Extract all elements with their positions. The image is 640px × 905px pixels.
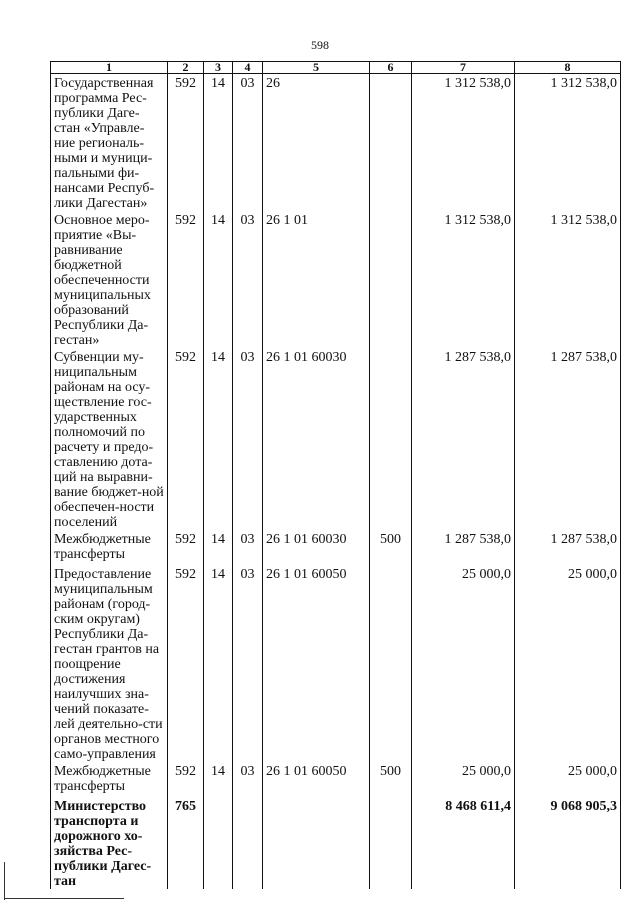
scan-edge-line bbox=[4, 862, 5, 900]
table-row bbox=[51, 762, 621, 797]
row-col2-cell: 592 bbox=[168, 762, 204, 797]
row-col3-cell: 14 bbox=[204, 565, 233, 762]
row-code-cell: 26 1 01 bbox=[263, 211, 370, 348]
row-name-cell: Межбюджетные трансферты bbox=[51, 530, 168, 565]
row-col6-cell bbox=[370, 565, 412, 762]
budget-table bbox=[50, 61, 621, 889]
row-name-cell: Межбюджетные трансферты bbox=[51, 762, 168, 797]
column-header-6: 6 bbox=[370, 62, 412, 74]
row-amount-2021-cell: 1 287 538,0 bbox=[412, 530, 515, 565]
row-col4-cell bbox=[233, 797, 263, 889]
row-col6-cell: 500 bbox=[370, 762, 412, 797]
row-name-cell: Основное меро-приятие «Вы-равнивание бюджетной обеспеченности муниципальных образований Республики Да-гестан» bbox=[51, 211, 168, 348]
row-name-cell: Государственная программа Рес-публики Даге-стан «Управле-ние региональ-ными и муници-пальными фи-нансами Респуб-лики Дагестан» bbox=[51, 74, 168, 212]
row-amount-2022-cell: 1 287 538,0 bbox=[515, 348, 621, 530]
table-header-row bbox=[51, 62, 621, 74]
column-header-7: 7 bbox=[412, 62, 515, 74]
row-col4-cell: 03 bbox=[233, 348, 263, 530]
row-code-cell bbox=[263, 797, 370, 889]
table-body bbox=[51, 74, 621, 890]
row-amount-2021-cell: 25 000,0 bbox=[412, 762, 515, 797]
row-amount-2021-cell: 1 312 538,0 bbox=[412, 211, 515, 348]
row-col3-cell bbox=[204, 797, 233, 889]
row-amount-2022-cell: 25 000,0 bbox=[515, 762, 621, 797]
row-code-cell: 26 1 01 60030 bbox=[263, 348, 370, 530]
column-header-3: 3 bbox=[204, 62, 233, 74]
row-name-cell: Министерство транспорта и дорожного хо-зяйства Рес-публики Дагес-тан bbox=[51, 797, 168, 889]
table-row bbox=[51, 797, 621, 889]
row-col4-cell: 03 bbox=[233, 565, 263, 762]
row-col2-cell: 592 bbox=[168, 565, 204, 762]
row-amount-2022-cell: 1 287 538,0 bbox=[515, 530, 621, 565]
row-col3-cell: 14 bbox=[204, 211, 233, 348]
table-row bbox=[51, 74, 621, 212]
row-col3-cell: 14 bbox=[204, 762, 233, 797]
row-col4-cell: 03 bbox=[233, 211, 263, 348]
row-col6-cell: 500 bbox=[370, 530, 412, 565]
row-col3-cell: 14 bbox=[204, 348, 233, 530]
row-amount-2021-cell: 25 000,0 bbox=[412, 565, 515, 762]
row-col6-cell bbox=[370, 348, 412, 530]
row-code-cell: 26 1 01 60050 bbox=[263, 565, 370, 762]
table-row bbox=[51, 348, 621, 530]
column-header-2: 2 bbox=[168, 62, 204, 74]
row-col4-cell: 03 bbox=[233, 530, 263, 565]
row-amount-2021-cell: 8 468 611,4 bbox=[412, 797, 515, 889]
column-header-4: 4 bbox=[233, 62, 263, 74]
row-col2-cell: 592 bbox=[168, 530, 204, 565]
scan-bottom-line bbox=[4, 898, 124, 899]
row-col6-cell bbox=[370, 211, 412, 348]
row-amount-2021-cell: 1 287 538,0 bbox=[412, 348, 515, 530]
row-amount-2021-cell: 1 312 538,0 bbox=[412, 74, 515, 212]
row-name-cell: Субвенции му-ниципальным районам на осу-ществление гос-ударственных полномочий по расчету и предо-ставлению дота-ций на выравни-вание бюджет-ной обеспечен-ности поселений bbox=[51, 348, 168, 530]
page-number: 598 bbox=[311, 38, 329, 52]
row-col4-cell: 03 bbox=[233, 74, 263, 212]
column-header-1: 1 bbox=[51, 62, 168, 74]
row-amount-2022-cell: 9 068 905,3 bbox=[515, 797, 621, 889]
table-row bbox=[51, 530, 621, 565]
row-name-cell: Предоставление муниципальным районам (город-ским округам) Республики Да-гестан грантов на поощрение достижения наилучших зна-чений показате-лей деятельно-сти органов местного само-управления bbox=[51, 565, 168, 762]
row-col3-cell: 14 bbox=[204, 74, 233, 212]
row-col2-cell: 765 bbox=[168, 797, 204, 889]
row-amount-2022-cell: 1 312 538,0 bbox=[515, 211, 621, 348]
row-col4-cell: 03 bbox=[233, 762, 263, 797]
row-col2-cell: 592 bbox=[168, 211, 204, 348]
row-col6-cell bbox=[370, 74, 412, 212]
row-amount-2022-cell: 25 000,0 bbox=[515, 565, 621, 762]
row-amount-2022-cell: 1 312 538,0 bbox=[515, 74, 621, 212]
table-row bbox=[51, 565, 621, 762]
row-col2-cell: 592 bbox=[168, 74, 204, 212]
row-col2-cell: 592 bbox=[168, 348, 204, 530]
column-header-8: 8 bbox=[515, 62, 621, 74]
row-code-cell: 26 1 01 60030 bbox=[263, 530, 370, 565]
row-code-cell: 26 bbox=[263, 74, 370, 212]
row-col6-cell bbox=[370, 797, 412, 889]
row-code-cell: 26 1 01 60050 bbox=[263, 762, 370, 797]
table-row bbox=[51, 211, 621, 348]
column-header-5: 5 bbox=[263, 62, 370, 74]
row-col3-cell: 14 bbox=[204, 530, 233, 565]
